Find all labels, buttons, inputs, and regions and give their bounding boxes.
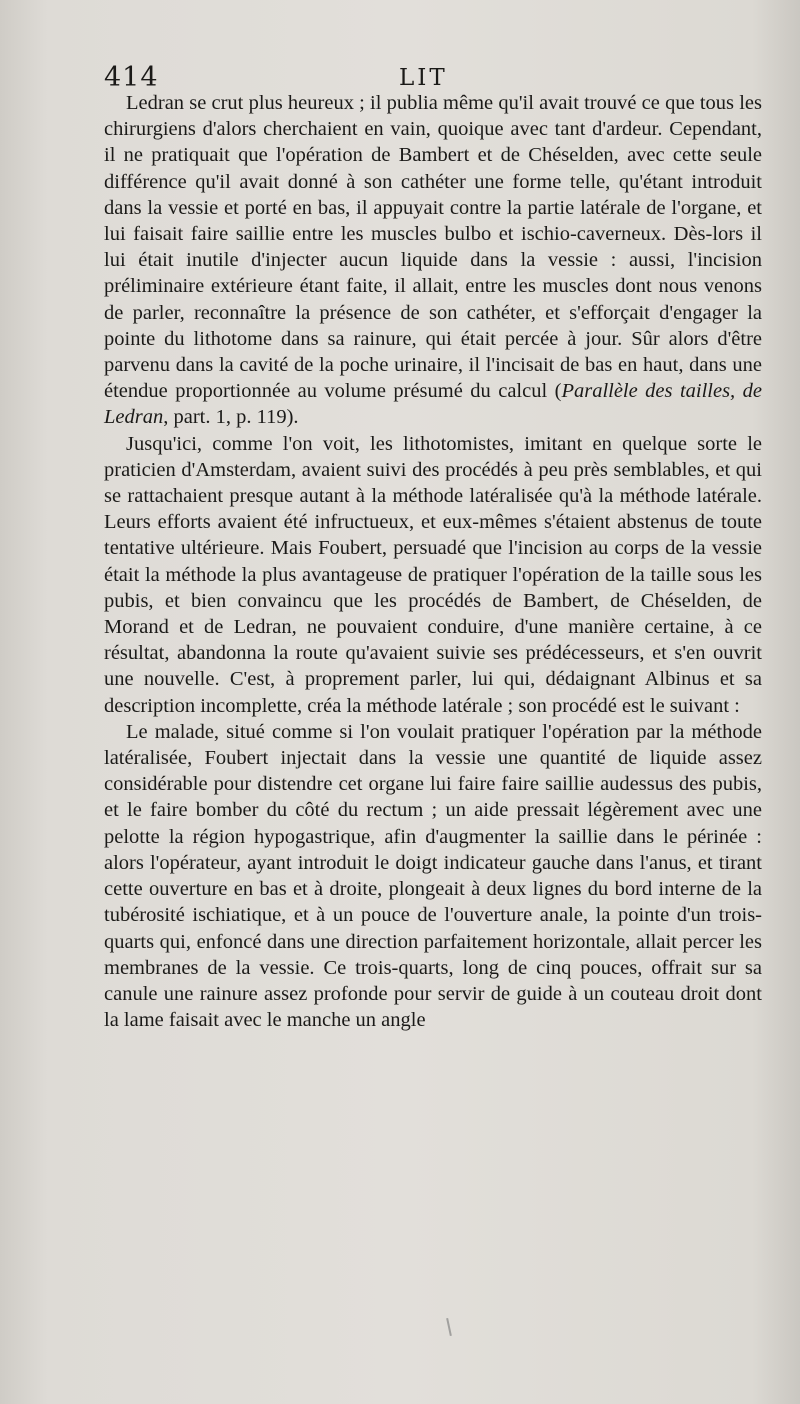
paragraph-procedure: Le malade, situé comme si l'on voulait pratiquer l'opération par la méthode latéralisée, Foubert injectait dans la vessie une quantité de liquide assez considérable pour distendre cet organe lui faire faire saillie audessus des pubis, et le faire bomber du côté du rectum ; un aide pressait légèrement avec une pelotte la région hypogastrique, afin d'augmenter la saillie dans le périnée : alors l'opérateur, ayant introduit le doigt indicateur gauche dans l'anus, et tirant cette ouverture en bas et à droite, plongeait à deux lignes du bord interne de la tubérosité ischiatique, et à un pouce de l'ouverture anale, la pointe d'un trois-quarts qui, enfoncé dans une direction parfaitement horizontale, allait percer les membranes de la vessie. Ce trois-quarts, long de cinq pouces, offrait sur sa canule une rainure assez profonde pour servir de guide à un couteau droit dont la lame faisait avec le manche un angle: [104, 720, 762, 1032]
page-number: 414: [104, 62, 159, 93]
paragraph-ledran: [104, 90, 762, 431]
citation-reference: Parallèle des tailles, de Ledran: [104, 380, 762, 429]
citation-locator: , part. 1, p. 119).: [163, 406, 299, 429]
paragraph-foubert: Jusqu'ici, comme l'on voit, les lithotomistes, imitant en quelque sorte le praticien d'Amsterdam, avaient suivi des procédés à peu près semblables, et qui se rattachaient presque autant à la méthode latéralisée qu'à la méthode latérale. Leurs efforts avaient été infructueux, et eux-mêmes s'étaient abstenus de toute tentative ultérieure. Mais Foubert, persuadé que l'incision au corps de la vessie était la méthode la plus avantageuse de pratiquer l'opération de la taille sous les pubis, et bien convaincu que les procédés de Bambert, de Chéselden, de Morand et de Ledran, ne pouvaient conduire, d'une manière certaine, à ce résultat, abandonna la route qu'avaient suivie ses prédécesseurs, et s'en ouvrit une nouvelle. C'est, à proprement parler, lui qui, dédaignant Albinus et sa description incomplette, créa la méthode latérale ; son procédé est le suivant :: [104, 432, 762, 717]
paper-speck: [446, 1318, 452, 1336]
paragraph-text: Ledran se crut plus heureux ; il publia même qu'il avait trouvé ce que tous les chirurgiens d'alors cherchaient en vain, quoique avec tant d'ardeur. Cependant, il ne pratiquait que l'opération de Bambert et de Chéselden, avec cette seule différence qu'il avait donné à son cathéter une forme telle, qu'étant introduit dans la vessie et porté en bas, il appuyait contre la partie latérale de l'organe, et lui faisait faire saillie entre les muscles bulbo et ischio-caverneux. Dès-lors il lui était inutile d'injecter aucun liquide dans la vessie : aussi, l'incision préliminaire extérieure étant faite, il allait, entre les muscles dont nous venons de parler, reconnaître la présence de son cathéter, et s'efforçait d'engager la pointe du lithotome dans sa rainure, qui était percée à jour. Sûr alors d'être parvenu dans la cavité de la poche urinaire, il l'incisait de bas en haut, dans une étendue proportionnée au volume présumé du calcul (: [104, 92, 762, 403]
body-text: [104, 90, 762, 1033]
running-head: LIT: [399, 65, 448, 91]
